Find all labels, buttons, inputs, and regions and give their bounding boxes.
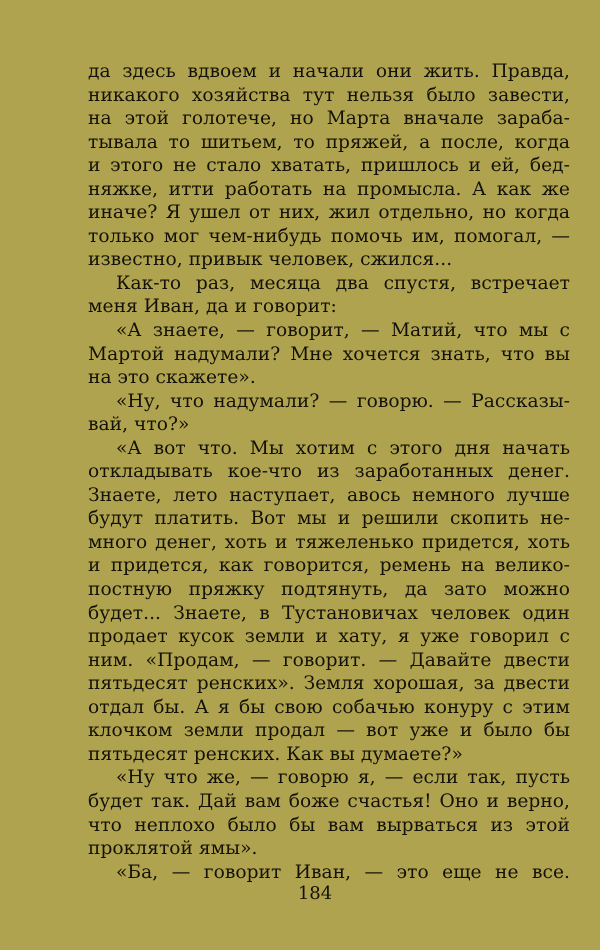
text-line: отдал бы. А я бы свою собачью конуру с этим xyxy=(88,696,570,718)
text-line: известно, привык человек, сжился... xyxy=(88,249,453,271)
text-line: Мартой надумали? Мне хочется знать, что вы xyxy=(88,343,570,365)
text-line: и этого не стало хватать, пришлось и ей, бед- xyxy=(88,155,570,177)
text-line: будут платить. Вот мы и решили скопить не- xyxy=(88,508,570,530)
text-line: будет так. Дай вам боже счастья! Оно и верно, xyxy=(88,790,570,812)
text-line: «Ну, что надумали? — говорю. — Рассказы- xyxy=(116,390,570,412)
text-line: клочком земли продал — вот уже и было бы xyxy=(88,720,570,742)
text-line: постную пряжку подтянуть, да зато можно xyxy=(88,579,570,601)
text-line: иначе? Я ушел от них, жил отдельно, но когда xyxy=(88,202,570,224)
text-line: вай, что?» xyxy=(88,414,190,436)
text-line: никакого хозяйства тут нельзя было завести, xyxy=(88,84,570,106)
text-line: продает кусок земли и хату, я уже говорил с xyxy=(88,626,570,648)
text-line: меня Иван, да и говорит: xyxy=(88,296,337,318)
text-line: да здесь вдвоем и начали они жить. Правда, xyxy=(88,61,570,82)
text-line: «Ну что же, — говорю я, — если так, пусть xyxy=(116,767,570,789)
text-line: ним. «Продам, — говорит. — Давайте двести xyxy=(88,649,570,671)
text-line: «А вот что. Мы хотим с этого дня начать xyxy=(116,437,570,459)
text-line: и придется, как говорится, ремень на велико- xyxy=(88,555,570,577)
text-line: откладывать кое-что из заработанных денег. xyxy=(88,461,570,483)
page-number: 184 xyxy=(297,883,333,904)
text-line: «Ба, — говорит Иван, — это еще не все. xyxy=(116,861,570,883)
text-line: пятьдесят ренских». Земля хорошая, за двести xyxy=(88,673,570,695)
page-body-text xyxy=(88,60,570,884)
text-line: что неплохо было бы вам вырваться из этой xyxy=(88,814,570,836)
text-line: на это скажете». xyxy=(88,367,256,389)
text-line: Как-то раз, месяца два спустя, встречает xyxy=(116,272,570,294)
text-line: Знаете, лето наступает, авось немного лучше xyxy=(88,484,570,506)
text-line: много денег, хоть и тяжеленько придется, хоть xyxy=(88,531,570,553)
text-line: пятьдесят ренских. Как вы думаете?» xyxy=(88,743,463,765)
text-line: проклятой ямы». xyxy=(88,838,258,860)
text-line: няжке, итти работать на промысла. А как же xyxy=(88,178,570,200)
text-line: только мог чем-нибудь помочь им, помогал, — xyxy=(88,225,570,247)
text-line: тывала то шитьем, то пряжей, а после, когда xyxy=(88,131,570,153)
text-line: будет... Знаете, в Тустановичах человек один xyxy=(88,602,570,624)
text-line: на этой голотече, но Марта вначале зараба- xyxy=(88,108,570,130)
text-line: «А знаете, — говорит, — Матий, что мы с xyxy=(116,320,570,342)
